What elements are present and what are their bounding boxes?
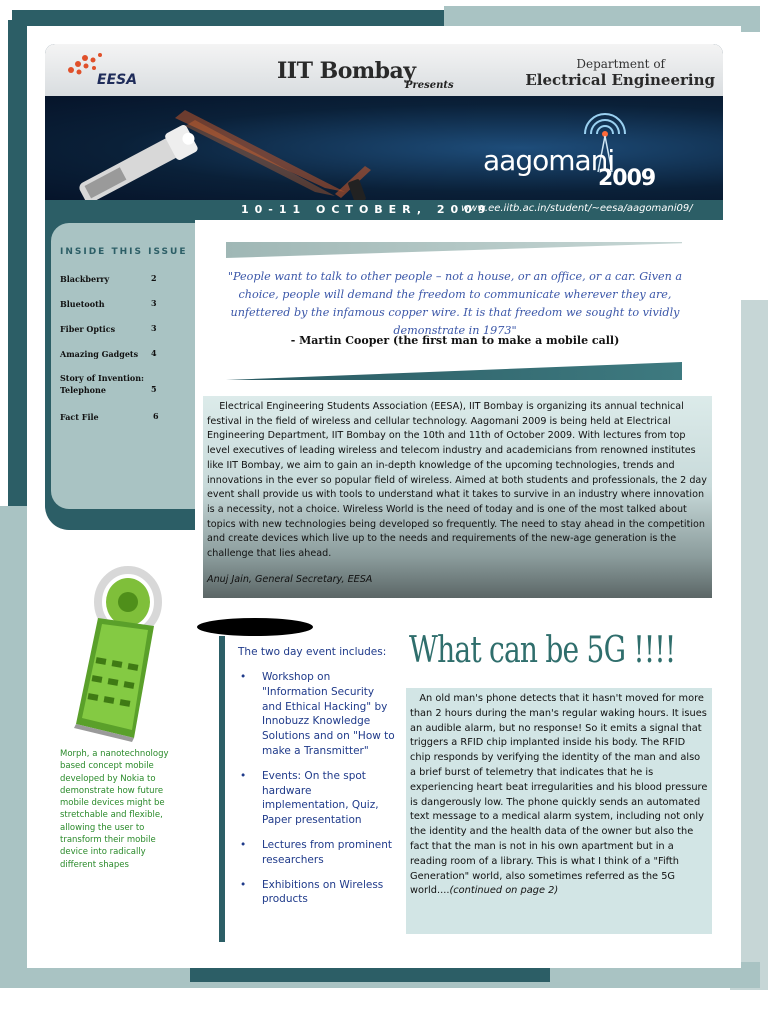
fiveg-box xyxy=(406,688,712,934)
decorative-oval xyxy=(197,618,313,636)
toc-item-fact-file[interactable]: Fact File xyxy=(60,412,99,422)
masthead-top xyxy=(45,44,723,96)
phone-caption: Morph, a nanotechnology based concept mobile developed by Nokia to demonstrate how future mobile devices might be stretchable and flexible, allowing the user to transform their mobile device into radically different shapes xyxy=(60,749,169,870)
intro-text xyxy=(207,400,709,562)
banner-image xyxy=(45,96,723,200)
list-item xyxy=(238,838,396,868)
bullet-icon: • xyxy=(240,838,247,851)
logo-text: EESA xyxy=(97,72,138,88)
toc-page-fact-file: 6 xyxy=(153,411,159,421)
bg-block-bottom-dark xyxy=(190,966,550,982)
events-list xyxy=(238,670,396,917)
event-year: 2009 xyxy=(598,166,656,191)
fiveg-body: An old man's phone detects that it hasn't moved for more than 2 hours during the man's regular waking hours. It isues an audible alarm, but no response! So it emits a signal that triggers a RFID chip implanted inside his body. The RFID chip responds by verifying the identity of the man and also a brief burst of telemetry that indicates that he is experiencing heart beat irregularities and his blood pressure is dangerously low. The phone quickly sends an automated text message to a medical alarm system, including not only the identity and the health data of the owner but also the fact that the man is not in his own apartment but in a reading room of a library. This is what I think of a "Fifth Generation" world, also sometimes referred as the 5G world.... xyxy=(410,693,708,897)
events-rule xyxy=(219,636,225,942)
list-item xyxy=(238,878,396,908)
event-name xyxy=(483,144,614,177)
fiveg-heading: What can be 5G !!!! xyxy=(409,630,676,671)
bullet-icon: • xyxy=(240,671,247,683)
department-line-2: Electrical Engineering xyxy=(525,71,715,89)
quote-author: - Martin Cooper (the first man to make a mobile call) xyxy=(290,334,620,347)
event-name-a: aago xyxy=(483,144,549,177)
toc-page-telephone: 5 xyxy=(151,384,157,394)
presents-label: Presents xyxy=(405,80,454,91)
quote-text: "People want to talk to other people – not a house, or an office, or a car. Given a choice, people will demand the freedom to communicate wherever they are, unfettered by the infamous copper wire. It is that freedom we sought to vividly demonstrate in 1973" xyxy=(227,270,683,337)
morph-phone-image-icon xyxy=(70,566,174,742)
fiveg-text xyxy=(410,692,708,899)
bullet-icon: • xyxy=(240,769,247,782)
intro-box xyxy=(203,396,712,598)
continued-link[interactable]: (continued on page 2) xyxy=(449,885,559,897)
intro-indent xyxy=(207,401,219,412)
sidebar-panel xyxy=(51,223,195,509)
sidebar xyxy=(45,220,195,530)
toc-page-fiber-optics: 3 xyxy=(151,323,157,333)
toc-page-blackberry: 2 xyxy=(151,273,157,283)
sidebar-title: INSIDE THIS ISSUE xyxy=(60,247,188,257)
masthead xyxy=(45,44,723,220)
list-item-text: Events: On the spot hardware implementation, Quiz, Paper presentation xyxy=(262,769,379,827)
department-line-1: Department of xyxy=(576,57,665,71)
bullet-icon: • xyxy=(240,878,247,891)
toc-item-telephone[interactable]: Story of Invention: Telephone xyxy=(60,373,144,395)
college-name: IIT Bombay xyxy=(277,58,416,84)
toc-item-fiber-optics[interactable]: Fiber Optics xyxy=(60,324,116,334)
fiveg-indent xyxy=(410,693,419,704)
events-title: The two day event includes: xyxy=(238,646,387,658)
toc-item-amazing-gadgets[interactable]: Amazing Gadgets xyxy=(60,349,139,359)
event-name-b: mani xyxy=(548,144,615,177)
list-item-text: Workshop on "Information Security and Ethical Hacking" by Innobuzz Knowledge Solutions and on "How to make a Transmitter" xyxy=(262,671,395,757)
event-url[interactable]: www.ee.iitb.ac.in/student/~eesa/aagomani09/ xyxy=(461,203,693,214)
list-item xyxy=(238,670,396,759)
toc-item-bluetooth[interactable]: Bluetooth xyxy=(60,299,105,309)
list-item-text: Lectures from prominent researchers xyxy=(262,838,393,866)
intro-signature: Anuj Jain, General Secretary, EESA xyxy=(207,574,373,585)
list-item-text: Exhibitions on Wireless products xyxy=(262,878,384,906)
date-bar xyxy=(45,200,723,220)
list-item xyxy=(238,769,396,828)
toc-page-bluetooth: 3 xyxy=(151,298,157,308)
toc-page-amazing-gadgets: 4 xyxy=(151,348,157,358)
event-date: 10-11 OCTOBER, 2009 xyxy=(241,203,492,216)
intro-body: Electrical Engineering Students Association (EESA), IIT Bombay is organizing its annual technical festival in the field of wireless and cellular technology. Aagomani 2009 is being held at Electrical Engineering Department, IIT Bombay on the 10th and 11th of October 2009. With lectures from top level executives of leading wireless and telecom industry and academicians from renowned institutes like IIT Bombay, we aim to gain an in-depth knowledge of the upcoming technologies, trends and innovations in the ever so popular field of wireless. Aimed at both students and professionals, the 2 day event shall provide us with tools to understand what it takes to survive in an industry where innovation is a necessity, not a choice. Wireless World is the need of today and is one of the most talked about topics with new technologies being developed so frequently. The need to stay ahead in the competition and create devices which live up to the needs and requirements of the new-age generation is the challenge that lies ahead. xyxy=(207,401,707,560)
toc-item-blackberry[interactable]: Blackberry xyxy=(60,274,110,284)
